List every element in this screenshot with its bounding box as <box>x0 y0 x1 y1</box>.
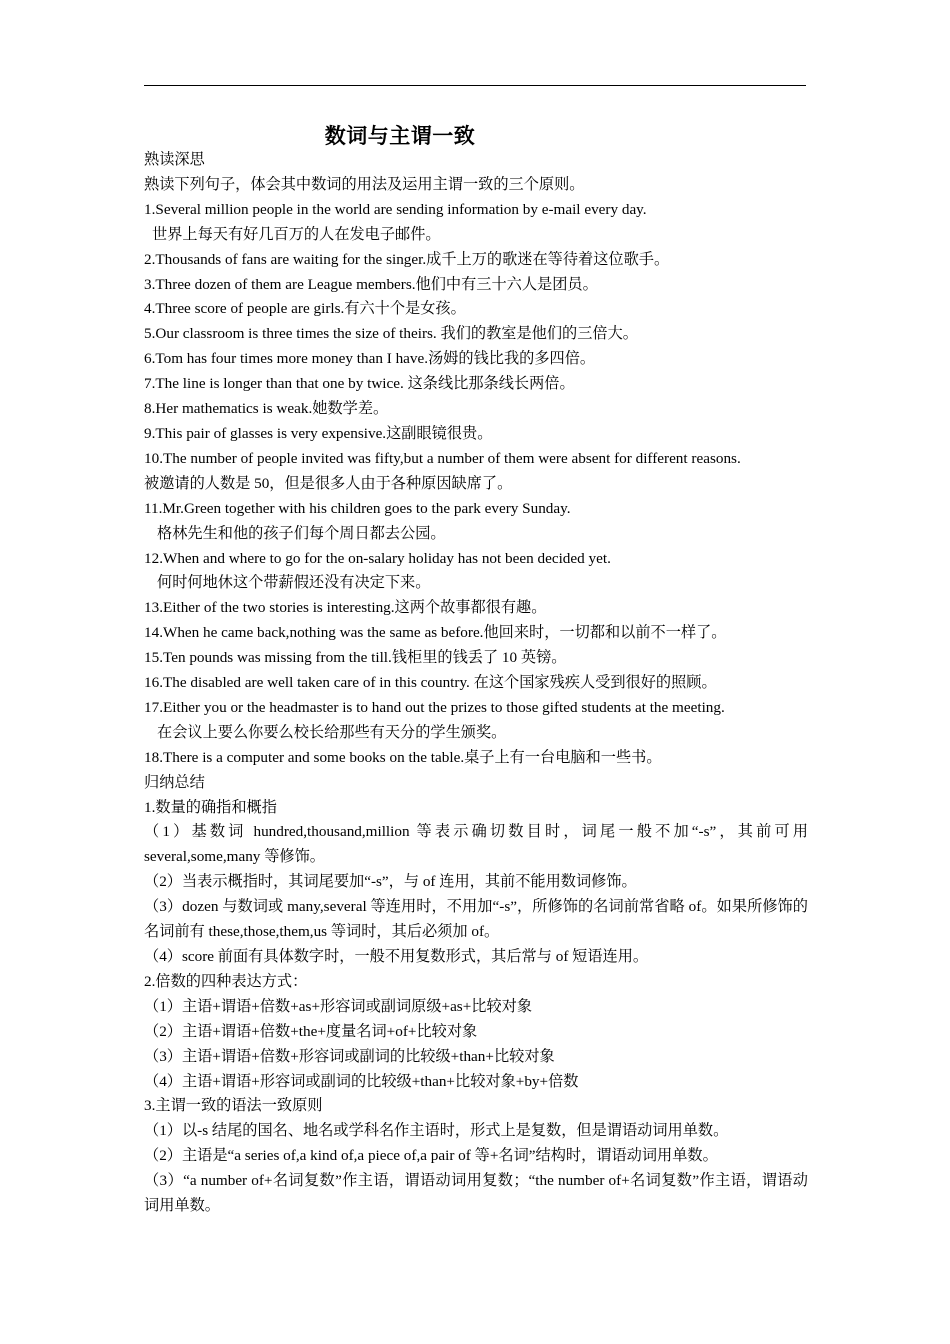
sentence-11-zh: 格林先生和他的孩子们每个周日都去公园。 <box>157 524 446 542</box>
sentence-7: 7.The line is longer than that one by twice. 这条线比那条线长两倍。 <box>144 375 575 393</box>
summary-1-item-4: （4）score 前面有具体数字时，一般不用复数形式，其后常与 of 短语连用。 <box>144 948 649 965</box>
summary-3-item-1: （1）以-s 结尾的国名、地名或学科名作主语时，形式上是复数，但是谓语动词用单数。 <box>144 1122 729 1140</box>
summary-2-item-1: （1）主语+谓语+倍数+as+形容词或副词原级+as+比较对象 <box>144 997 533 1015</box>
summary-1-item-3: （3）dozen 与数词或 many,several 等连用时，不用加“-s”，所修饰的名词前常省略 of。如果所修饰的名词前有 these,those,them,us 等词时，其后必须加 of。 <box>144 898 808 941</box>
summary-3-heading: 3.主谓一致的语法一致原则 <box>144 1097 323 1115</box>
sentence-11-en: 11.Mr.Green together with his children goes to the park every Sunday. <box>144 499 571 517</box>
summary-2-heading: 2.倍数的四种表达方式： <box>144 972 308 990</box>
sentence-9: 9.This pair of glasses is very expensive.这副眼镜很贵。 <box>144 424 493 442</box>
sentence-15: 15.Ten pounds was missing from the till.钱柜里的钱丢了 10 英镑。 <box>144 649 567 667</box>
header-rule <box>144 85 806 86</box>
sentence-14: 14.When he came back,nothing was the same as before.他回来时，一切都和以前不一样了。 <box>144 624 727 642</box>
summary-1-heading: 1.数量的确指和概指 <box>144 798 277 816</box>
sentence-10-zh: 被邀请的人数是 50，但是很多人由于各种原因缺席了。 <box>144 474 513 492</box>
summary-3-item-3: （3）“a number of+名词复数”作主语，谓语动词用复数；“the number of+名词复数”作主语，谓语动词用单数。 <box>144 1172 808 1215</box>
page-title: 数词与主谓一致 <box>324 124 476 148</box>
summary-2-item-3: （3）主语+谓语+倍数+形容词或副词的比较级+than+比较对象 <box>144 1047 555 1065</box>
summary-1-item-2: （2）当表示概指时，其词尾要加“-s”，与 of 连用，其前不能用数词修饰。 <box>144 873 637 891</box>
summary-1-item-1: （1）基数词 hundred,thousand,million 等表示确切数目时，词尾一般不加“-s”，其前可用several,some,many 等修饰。 <box>144 823 808 866</box>
sentence-10-en: 10.The number of people invited was fifty,but a number of them were absent for different reasons. <box>144 449 741 467</box>
sentence-6: 6.Tom has four times more money than I have.汤姆的钱比我的多四倍。 <box>144 350 596 368</box>
sentence-13: 13.Either of the two stories is interesting.这两个故事都很有趣。 <box>144 599 547 617</box>
document-body <box>144 148 808 1219</box>
sentence-12-zh: 何时何地休这个带薪假还没有决定下来。 <box>157 574 431 592</box>
sentence-2: 2.Thousands of fans are waiting for the singer.成千上万的歌迷在等待着这位歌手。 <box>144 250 670 268</box>
sentence-1-en: 1.Several million people in the world are sending information by e-mail every day. <box>144 200 647 218</box>
summary-2-item-4: （4）主语+谓语+形容词或副词的比较级+than+比较对象+by+倍数 <box>144 1072 579 1090</box>
sentence-17-zh: 在会议上要么你要么校长给那些有天分的学生颁奖。 <box>157 723 507 741</box>
sentence-1-zh: 世界上每天有好几百万的人在发电子邮件。 <box>152 225 441 243</box>
sentence-16: 16.The disabled are well taken care of in this country. 在这个国家残疾人受到很好的照顾。 <box>144 674 717 692</box>
sentence-18: 18.There is a computer and some books on the table.桌子上有一台电脑和一些书。 <box>144 748 662 766</box>
section-heading-read: 熟读深思 <box>144 151 205 168</box>
summary-3-item-2: （2）主语是“a series of,a kind of,a piece of,a pair of 等+名词”结构时，谓语动词用单数。 <box>144 1147 718 1165</box>
sentence-3: 3.Three dozen of them are League members.他们中有三十六人是团员。 <box>144 275 598 293</box>
section-heading-summary: 归纳总结 <box>144 773 205 791</box>
summary-2-item-2: （2）主语+谓语+倍数+the+度量名词+of+比较对象 <box>144 1022 478 1040</box>
sentence-12-en: 12.When and where to go for the on-salary holiday has not been decided yet. <box>144 549 611 567</box>
sentence-5: 5.Our classroom is three times the size of theirs. 我们的教室是他们的三倍大。 <box>144 325 638 343</box>
sentence-8: 8.Her mathematics is weak.她数学差。 <box>144 400 389 418</box>
sentence-17-en: 17.Either you or the headmaster is to hand out the prizes to those gifted students at the meeting. <box>144 698 725 716</box>
intro-text: 熟读下列句子，体会其中数词的用法及运用主谓一致的三个原则。 <box>144 175 585 193</box>
sentence-4: 4.Three score of people are girls.有六十个是女孩。 <box>144 300 466 318</box>
